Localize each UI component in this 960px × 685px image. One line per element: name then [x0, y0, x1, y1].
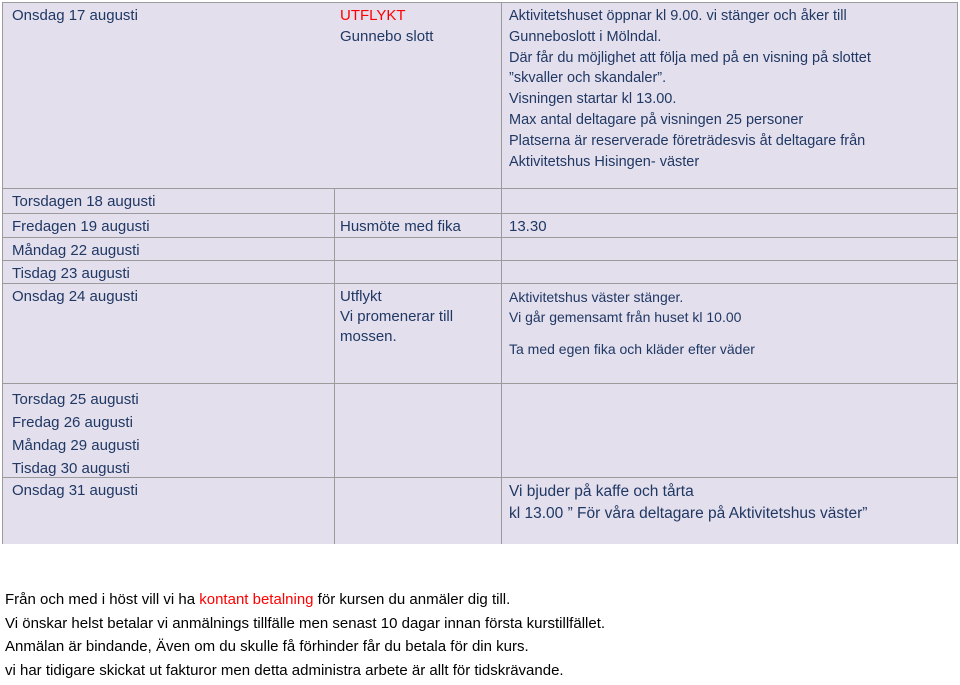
- date-label: Måndag 22 augusti: [12, 242, 140, 259]
- table-row: [3, 384, 957, 478]
- date-label: Torsdag 25 augusti: [12, 391, 139, 408]
- event-title: UTFLYKT: [340, 7, 406, 24]
- table-row: [3, 261, 957, 284]
- column-divider: [501, 3, 502, 544]
- date-label: Onsdag 24 augusti: [12, 288, 138, 305]
- info-line: Vi bjuder på kaffe och tårta: [509, 483, 694, 500]
- info-cell: [501, 284, 959, 383]
- date-cell: [3, 238, 334, 260]
- info-line: Ta med egen fika och kläder efter väder: [509, 341, 755, 357]
- info-line: Där får du möjlighet att följa med på en visning på slottet: [509, 49, 871, 66]
- date-cell: [3, 3, 334, 188]
- event-title: Utflykt: [340, 288, 382, 305]
- date-cell: [3, 189, 334, 213]
- table-row: [3, 3, 957, 189]
- footer-line: Vi önskar helst betalar vi anmälnings tillfälle men senast 10 dagar innan första kurstillfället.: [5, 614, 606, 632]
- table-row: [3, 238, 957, 261]
- date-cell: [3, 384, 334, 477]
- column-divider: [334, 189, 335, 544]
- table-row: [3, 284, 957, 384]
- date-label: Torsdagen 18 augusti: [12, 193, 156, 210]
- event-title: Husmöte med fika: [340, 218, 461, 235]
- info-line: Aktivitetshus väster stänger.: [509, 289, 684, 305]
- info-line: Max antal deltagare på visningen 25 personer: [509, 111, 804, 128]
- event-line: Vi promenerar till: [340, 308, 454, 325]
- info-cell: [501, 478, 959, 544]
- event-place: Gunnebo slott: [340, 27, 434, 45]
- info-line: Vi går gemensamt från huset kl 10.00: [509, 309, 742, 325]
- footer-line: Anmälan är bindande, Även om du skulle få förhinder får du betala för din kurs.: [5, 638, 529, 655]
- footer-notes: [5, 588, 605, 682]
- table-row: [3, 214, 957, 238]
- info-cell: [501, 3, 959, 188]
- info-line: ”skvaller och skandaler”.: [509, 70, 667, 87]
- info-line: Visningen startar kl 13.00.: [509, 91, 677, 108]
- event-cell: [334, 3, 501, 188]
- footer-text: Från och med i höst vill vi ha: [5, 591, 200, 608]
- footer-line: [5, 588, 605, 612]
- info-line: Platserna är reserverade företrädesvis åt deltagare från: [509, 132, 866, 149]
- table-row: [3, 478, 957, 544]
- date-cell: [3, 261, 334, 283]
- date-label: Onsdag 17 augusti: [12, 7, 138, 24]
- event-cell: [334, 214, 501, 237]
- date-label: Tisdag 30 augusti: [12, 460, 130, 477]
- table-row: [3, 189, 957, 214]
- date-label: Fredagen 19 augusti: [12, 218, 150, 235]
- footer-text: för kursen du anmäler dig till.: [313, 591, 511, 608]
- date-label: Fredag 26 augusti: [12, 414, 133, 431]
- date-label: Tisdag 23 augusti: [12, 265, 130, 282]
- info-cell: [501, 214, 959, 237]
- schedule-table: [2, 2, 958, 544]
- date-cell: [3, 478, 334, 544]
- event-time: 13.30: [509, 218, 547, 235]
- date-cell: [3, 214, 334, 237]
- info-line: Aktivitetshuset öppnar kl 9.00. vi stänger och åker till: [509, 8, 847, 24]
- date-cell: [3, 284, 334, 383]
- event-cell: [334, 284, 501, 383]
- info-line: kl 13.00 ” För våra deltagare på Aktivitetshus väster”: [509, 505, 868, 522]
- footer-line: vi har tidigare skickat ut fakturor men detta administra arbete är allt för tidskrävande.: [5, 661, 564, 679]
- info-line: Gunneboslott i Mölndal.: [509, 28, 662, 45]
- date-label: Måndag 29 augusti: [12, 437, 140, 454]
- date-label: Onsdag 31 augusti: [12, 482, 138, 499]
- payment-highlight: kontant betalning: [199, 591, 314, 608]
- info-line: Aktivitetshus Hisingen- väster: [509, 153, 700, 170]
- event-line: mossen.: [340, 328, 397, 345]
